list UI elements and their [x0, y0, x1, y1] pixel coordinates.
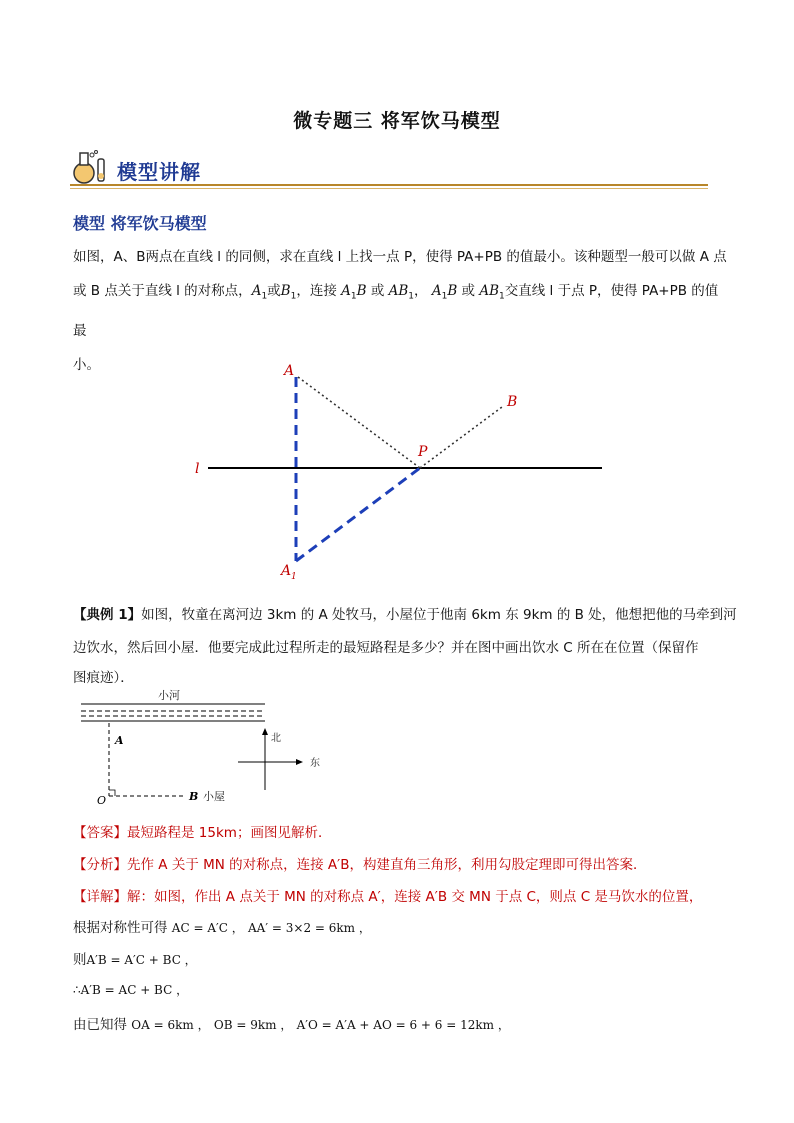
- example-tag: 【典例 1】: [73, 607, 142, 623]
- intro-text: 交直线 l 于点 P，使得 PA+PB 的值最: [73, 283, 719, 339]
- answer-line: [73, 821, 331, 841]
- math-symbol: B: [356, 283, 367, 299]
- section-heading: 模型 将军饮马模型: [73, 214, 207, 233]
- segment-A1P: [296, 468, 420, 561]
- flask-icon: [70, 149, 114, 185]
- label-O: O: [97, 794, 107, 807]
- label-north: 北: [271, 733, 281, 744]
- step-text: 由已知得: [73, 1017, 127, 1033]
- step-3: [73, 981, 188, 998]
- step-math: OB = 9km ，: [213, 1018, 293, 1032]
- figure-river-map: [75, 685, 335, 807]
- detail-line: [73, 885, 702, 905]
- label-A: A: [284, 363, 295, 379]
- label-B: B: [189, 790, 199, 803]
- segment-PB: [420, 407, 502, 468]
- math-subscript: 1: [499, 291, 505, 302]
- math-symbol: B: [489, 283, 499, 299]
- intro-text: 或: [370, 283, 385, 299]
- intro-line-3: 小。: [73, 356, 100, 373]
- label-house: 小屋: [203, 790, 225, 803]
- label-A1-subscript: 1: [291, 572, 297, 582]
- math-symbol: B: [447, 283, 458, 299]
- math-symbol: A: [251, 283, 262, 299]
- detail-tag: 【详解】: [73, 889, 127, 905]
- label-P: P: [418, 444, 428, 460]
- label-river: 小河: [158, 689, 180, 702]
- example-text: 如图，牧童在离河边 3km 的 A 处牧马，小屋位于他南 6km 东 9km 的 B 处，他想把他的马牵到河: [141, 607, 737, 623]
- label-B: B: [507, 394, 518, 410]
- step-1: [73, 916, 371, 936]
- math-symbol: B: [280, 283, 291, 299]
- math-symbol: A: [341, 283, 351, 299]
- math-symbol: A: [479, 283, 490, 299]
- label-l: l: [195, 461, 200, 477]
- math-subscript: 1: [408, 291, 415, 302]
- step-2: [73, 948, 197, 968]
- math-subscript: 1: [441, 291, 448, 302]
- math-symbol: A: [388, 283, 399, 299]
- detail-text: 解：如图，作出 A 点关于 MN 的对称点 A′，连接 A′B 交 MN 于点 C，则点 C 是马饮水的位置，: [127, 889, 703, 905]
- step-math: OA = 6km ，: [131, 1018, 210, 1032]
- step-math: A′B = A′C + BC ，: [86, 953, 197, 967]
- analysis-tag: 【分析】: [73, 857, 127, 873]
- example-line-1: [73, 603, 737, 623]
- banner-divider: [70, 184, 708, 186]
- right-angle-mark: [109, 790, 115, 796]
- math-subscript: 1: [350, 291, 357, 302]
- label-A: A: [115, 734, 124, 747]
- intro-line-2: [73, 274, 728, 348]
- answer-text: 最短路程是 15km；画图见解析．: [127, 825, 332, 841]
- arrow-up-icon: [262, 728, 268, 735]
- label-A1: A: [281, 563, 292, 579]
- math-subscript: 1: [261, 291, 268, 302]
- step-math: AC = A′C ，: [171, 921, 244, 935]
- example-line-2: 边饮水，然后回小屋．他要完成此过程所走的最短路程是多少？并在图中画出饮水 C 所在在位置（保留作: [73, 640, 699, 656]
- answer-tag: 【答案】: [73, 825, 127, 841]
- intro-text: 或: [461, 283, 476, 299]
- intro-text: 或: [267, 283, 281, 299]
- step-math: AA′ = 3×2 = 6km ，: [248, 921, 371, 935]
- step-text: 根据对称性可得: [73, 920, 168, 936]
- intro-text: ，: [414, 283, 428, 299]
- example-line-3: 图痕迹）．: [73, 670, 134, 686]
- analysis-line: [73, 853, 647, 873]
- step-math: A′O = A′A + AO = 6 + 6 = 12km ，: [296, 1018, 510, 1032]
- analysis-text: 先作 A 关于 MN 的对称点，连接 A′B，构建直角三角形，利用勾股定理即可得出答案．: [127, 857, 647, 873]
- section-banner-label: 模型讲解: [117, 160, 201, 184]
- banner-divider-thin: [70, 188, 708, 189]
- math-subscript: 1: [290, 291, 297, 302]
- figure-shortest-path: [180, 355, 620, 585]
- segment-AP: [298, 377, 420, 468]
- intro-text: 或 B 点关于直线 l 的对称点，: [73, 283, 252, 299]
- step-math: ∴A′B = AC + BC ，: [73, 983, 189, 997]
- arrow-right-icon: [296, 759, 303, 765]
- page-title: 微专题三 将军饮马模型: [293, 110, 501, 132]
- step-text: 则: [73, 952, 87, 968]
- math-symbol: B: [398, 283, 409, 299]
- label-east: 东: [310, 758, 320, 769]
- math-symbol: A: [431, 283, 442, 299]
- step-4: [73, 1013, 510, 1033]
- intro-text: ，连接: [296, 283, 337, 299]
- intro-line-1: 如图，A、B两点在直线 l 的同侧，求在直线 l 上找一点 P，使得 PA+PB 的值最小。该种题型一般可以做 A 点: [73, 249, 727, 265]
